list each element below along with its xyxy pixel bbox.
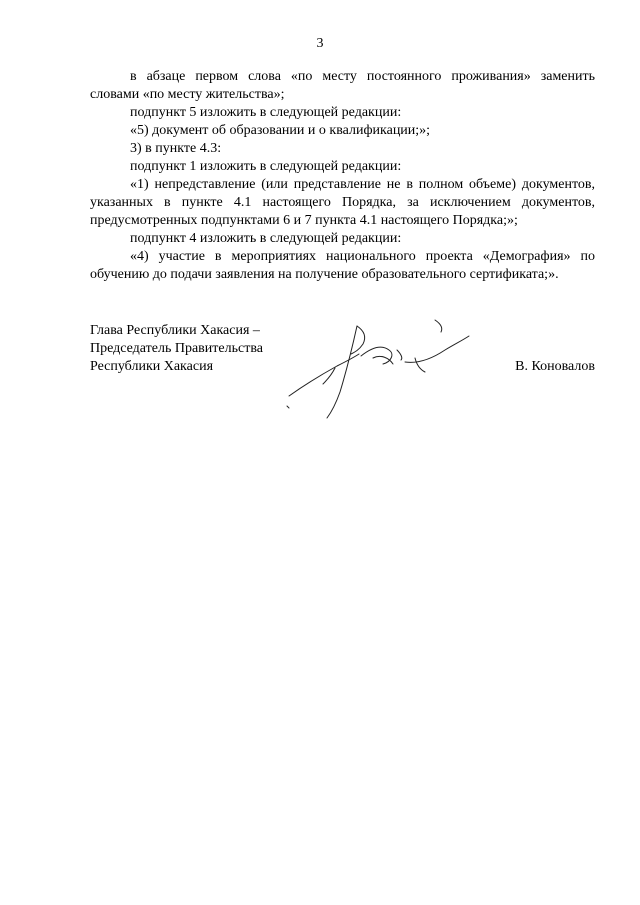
signatory-position — [90, 322, 263, 376]
position-line-2: Председатель Правительства — [90, 341, 263, 356]
signatory-name: В. Коновалов — [515, 359, 595, 374]
position-line-3: Республики Хакасия — [90, 359, 214, 374]
paragraph-7: подпункт 4 изложить в следующей редакции: — [130, 231, 402, 246]
paragraph-4: 3) в пункте 4.3: — [130, 141, 222, 156]
signature-block — [90, 322, 595, 432]
paragraph-2: подпункт 5 изложить в следующей редакции: — [130, 105, 402, 120]
paragraph-1: в абзаце первом слова «по месту постоянного проживания» заменить словами «по месту жительства»; — [90, 69, 595, 102]
paragraph-8: «4) участие в мероприятиях национального проекта «Демография» по обучению до подачи заявления на получение образовательного сертификата;». — [90, 249, 595, 282]
page-number: 3 — [316, 36, 324, 51]
paragraph-3: «5) документ об образовании и о квалификации;»; — [130, 123, 431, 138]
paragraph-6: «1) непредставление (или представление не в полном объеме) документов, указанных в пункте 4.1 настоящего Порядка, за исключением документов, предусмотренных подпунктами 6 и 7 пункта 4.1 настоящего Порядка;»; — [90, 177, 595, 228]
paragraph-5: подпункт 1 изложить в следующей редакции: — [130, 159, 402, 174]
handwritten-signature — [285, 314, 485, 424]
position-line-1: Глава Республики Хакасия – — [90, 323, 260, 338]
document-body — [90, 68, 595, 284]
